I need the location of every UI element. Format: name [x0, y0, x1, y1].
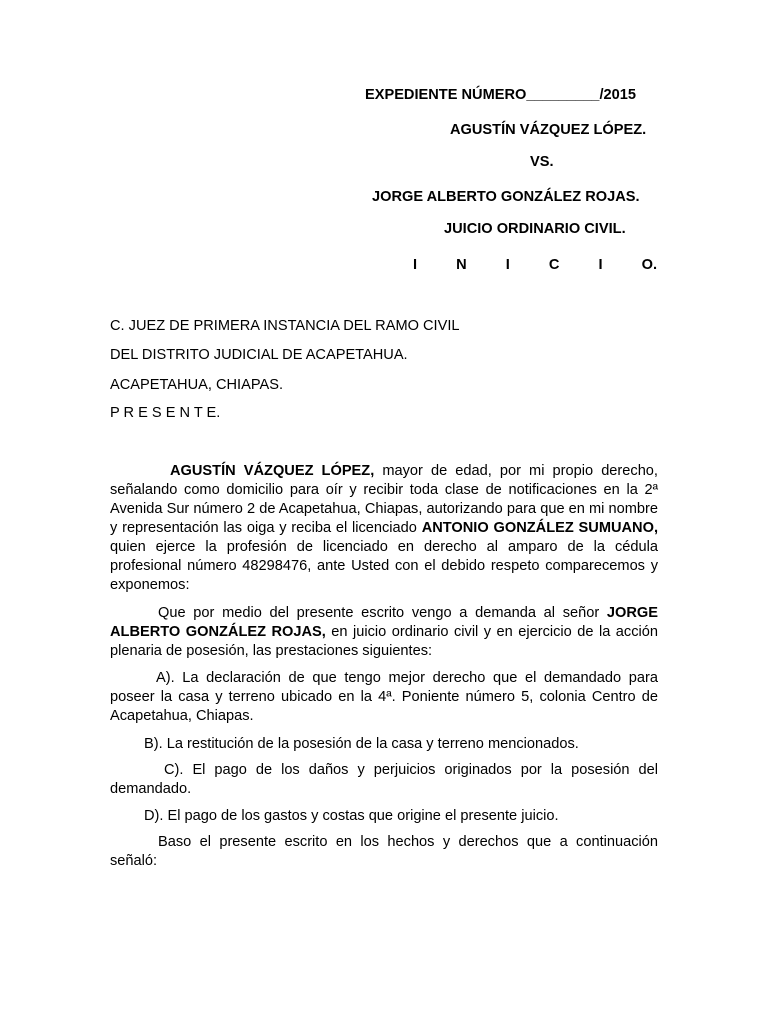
expediente-prefix: EXPEDIENTE NÚMERO — [365, 87, 527, 103]
expediente-blank: _________ — [526, 87, 600, 103]
demand-text-a: Que por medio del presente escrito vengo a demanda al señor — [158, 605, 607, 621]
presente-line: P R E S E N T E. — [110, 405, 221, 421]
closing-text: Baso el presente escrito en los hechos y derechos que a continuación señaló: — [110, 834, 658, 869]
inicio-letter: O. — [641, 257, 657, 273]
item-d-text: D). El pago de los gastos y costas que origine el presente juicio. — [144, 808, 559, 824]
paragraph-intro — [110, 462, 658, 595]
paragraph-demand — [110, 604, 658, 661]
trial-type: JUICIO ORDINARIO CIVIL. — [444, 221, 626, 237]
versus: VS. — [530, 154, 554, 170]
lawyer-name: ANTONIO GONZÁLEZ SUMUANO, — [421, 520, 658, 536]
inicio-letter: I — [413, 257, 418, 273]
address-line-2: DEL DISTRITO JUDICIAL DE ACAPETAHUA. — [110, 347, 408, 363]
inicio-letter: I — [505, 257, 510, 273]
item-c-text: C). El pago de los daños y perjuicios originados por la posesión del demandado. — [110, 762, 658, 797]
item-a — [110, 669, 658, 726]
item-d — [110, 807, 658, 826]
inicio-letter: N — [456, 257, 467, 273]
address-line-1: C. JUEZ DE PRIMERA INSTANCIA DEL RAMO CIVIL — [110, 318, 460, 334]
item-c — [110, 761, 658, 799]
defendant-name-inline: JORGE ALBERTO GONZÁLEZ ROJAS, — [110, 605, 658, 640]
intro-text-b: quien ejerce la profesión de licenciado en derecho al amparo de la cédula profesional número 48298476, ante Usted con el debido respeto comparecemos y exponemos: — [110, 539, 658, 593]
demand-text-b: en juicio ordinario civil y en ejercicio de la acción plenaria de posesión, las prestaciones siguientes: — [110, 624, 658, 659]
expediente-suffix: /2015 — [599, 87, 636, 103]
defendant-name: JORGE ALBERTO GONZÁLEZ ROJAS. — [372, 189, 640, 205]
item-a-text: A). La declaración de que tengo mejor derecho que el demandado para poseer la casa y terreno ubicado en la 4ª. Poniente número 5, colonia Centro de Acapetahua, Chiapas. — [110, 670, 658, 724]
inicio-letter: I — [598, 257, 603, 273]
address-line-3: ACAPETAHUA, CHIAPAS. — [110, 377, 284, 393]
item-b — [110, 735, 658, 754]
item-b-text: B). La restitución de la posesión de la casa y terreno mencionados. — [144, 736, 579, 752]
expediente-line — [365, 86, 636, 104]
inicio-heading — [413, 256, 657, 274]
actor-name-inline: AGUSTÍN VÁZQUEZ LÓPEZ, — [170, 463, 375, 479]
inicio-letter: C — [548, 257, 560, 273]
intro-text-a: mayor de edad, por mi propio derecho, señalando como domicilio para oír y recibir toda clase de notificaciones en la 2ª Avenida Sur número 2 de Acapetahua, Chiapas, autorizando para que en mi nombre y representación las oiga y reciba el licenciado — [110, 463, 658, 536]
closing-paragraph — [110, 833, 658, 871]
actor-name: AGUSTÍN VÁZQUEZ LÓPEZ. — [450, 122, 647, 138]
